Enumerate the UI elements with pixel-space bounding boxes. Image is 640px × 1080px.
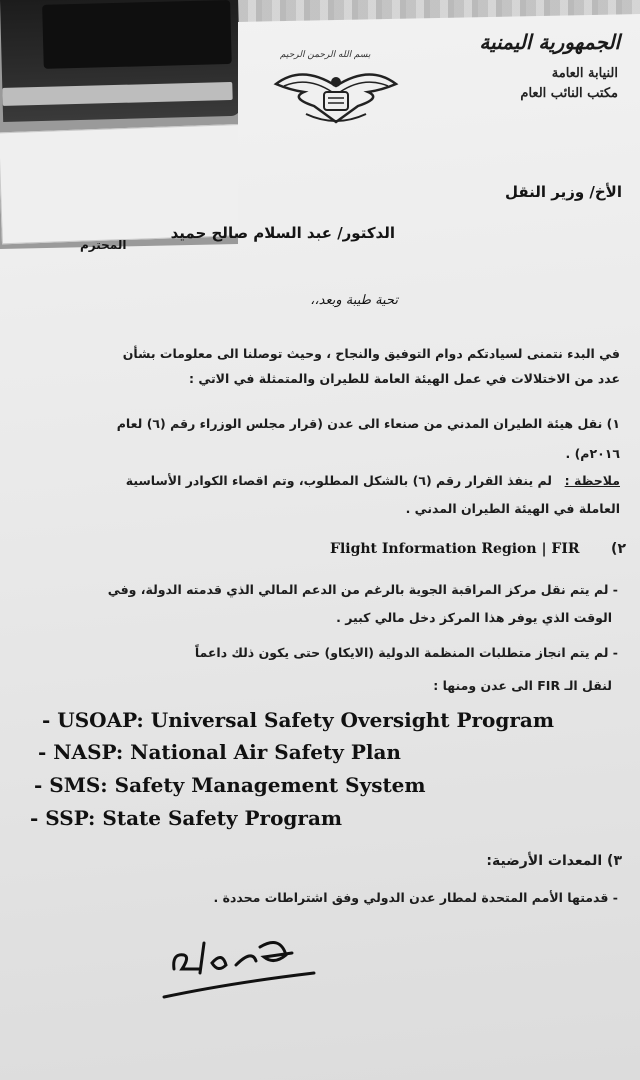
program-sms: - SMS: Safety Management System xyxy=(34,773,426,797)
item3-heading: ٣) المعدات الأرضية: xyxy=(486,853,622,869)
intro-line-2: عدد من الاختلالات في عمل الهيئة العامة للطيران والمتمثلة في الاتي : xyxy=(188,371,620,386)
item1-line-1: ١) نقل هيئة الطيران المدني من صنعاء الى عدن (قرار مجلس الوزراء رقم (٦) لعام xyxy=(116,416,620,431)
program-ssp: - SSP: State Safety Program xyxy=(30,806,343,830)
item1-note-line-2: العاملة في الهيئة الطيران المدني . xyxy=(405,501,620,516)
basmala: بسم الله الرحمن الرحيم xyxy=(280,50,371,60)
item3-bullet: - قدمتها الأمم المتحدة لمطار عدن الدولي وفق اشتراطات محددة . xyxy=(213,890,618,905)
letterhead-office: النيابة العامة xyxy=(551,66,618,81)
addressee-honorific: المحترم xyxy=(80,238,127,252)
item1-note-line-1: لم ينفذ القرار رقم (٦) بالشكل المطلوب، وتم اقصاء الكوادر الأساسية xyxy=(125,473,552,488)
letterhead-bureau: مكتب النائب العام xyxy=(520,86,618,101)
addressee-name: الدكتور/ عبد السلام صالح حميد xyxy=(170,224,395,242)
item1-line-2: ٢٠١٦م) . xyxy=(565,446,620,461)
letterhead-country: الجمهورية اليمنية xyxy=(479,30,620,54)
item1-note-label: ملاحظة : xyxy=(564,473,620,488)
intro-line-1: في البدء نتمنى لسيادتكم دوام التوفيق والنجاح ، وحيث توصلنا الى معلومات بشأن xyxy=(122,346,620,361)
signature-icon xyxy=(160,925,320,1005)
program-usoap: - USOAP: Universal Safety Oversight Program xyxy=(42,708,555,732)
item2-bullet1-line-1: - لم يتم نقل مركز المراقبة الجوية بالرغم من الدعم المالي الذي قدمته الدولة، وفي xyxy=(107,582,618,597)
item2-heading: Flight Information Region | FIR xyxy=(330,541,580,557)
item2-number: ٢) xyxy=(611,541,626,557)
item2-bullet2-line-2: لنقل الـ FIR الى عدن ومنها : xyxy=(433,678,612,693)
eagle-emblem-icon xyxy=(272,64,400,128)
greeting: تحية طيبة وبعد،، xyxy=(310,293,398,308)
addressee-title: الأخ/ وزير النقل xyxy=(504,183,622,201)
item2-bullet1-line-2: الوقت الذي يوفر هذا المركز دخل مالي كبير . xyxy=(336,610,612,625)
program-nasp: - NASP: National Air Safety Plan xyxy=(38,740,401,764)
item2-bullet2-line-1: - لم يتم انجاز متطلبات المنظمة الدولية (الايكاو) حتى يكون ذلك داعماً xyxy=(194,645,618,660)
